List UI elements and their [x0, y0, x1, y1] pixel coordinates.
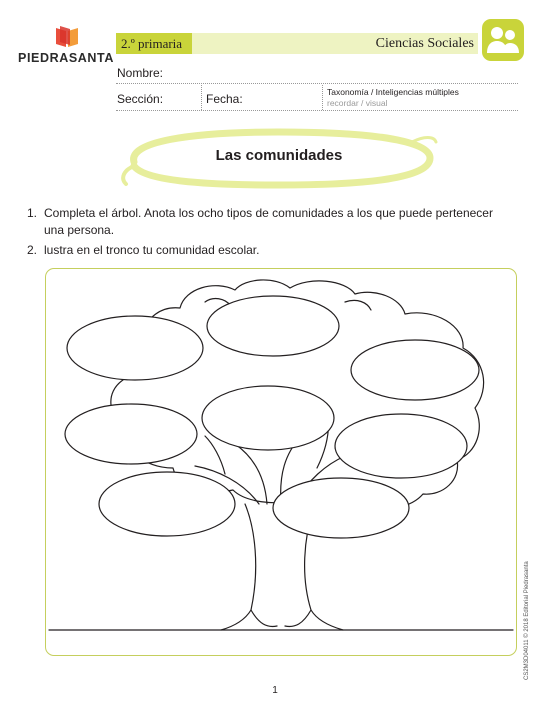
answer-oval: [351, 340, 479, 400]
instruction-number: 1.: [27, 206, 38, 220]
instruction-number: 2.: [27, 243, 38, 257]
people-icon: [482, 19, 524, 61]
instruction-text-cont: una persona.: [44, 223, 115, 237]
copyright-code: CS2M3D04011 © 2018 Editorial Piedrasanta: [524, 561, 530, 680]
instruction-text: Completa el árbol. Anota los ocho tipos de comunidades a los que puede pertenecer: [44, 206, 493, 220]
answer-oval: [67, 316, 203, 380]
grade-subject-bar: [116, 33, 478, 54]
taxonomy-values: recordar / visual: [327, 98, 388, 108]
page-number: 1: [272, 685, 278, 696]
grade-label: 2.º primaria: [116, 33, 192, 54]
answer-oval: [65, 404, 197, 464]
brand-name: PIEDRASANTA: [18, 51, 114, 65]
instruction-text: lustra en el tronco tu comunidad escolar.: [44, 243, 260, 257]
tree-illustration: [45, 268, 517, 656]
answer-oval: [207, 296, 339, 356]
name-field-label: Nombre:: [117, 66, 164, 80]
book-logo-icon: [54, 26, 80, 48]
instruction-1: [27, 205, 517, 239]
subject-label: Ciencias Sociales: [375, 36, 474, 51]
answer-oval: [335, 414, 467, 478]
taxonomy-label: Taxonomía / Inteligencias múltiples: [327, 87, 459, 97]
worksheet-title: Las comunidades: [215, 147, 343, 164]
answer-oval: [202, 386, 334, 450]
section-line: [116, 110, 518, 111]
divider: [322, 85, 323, 110]
instruction-2: [27, 242, 517, 259]
divider: [201, 85, 202, 110]
date-field-label: Fecha:: [206, 92, 243, 106]
name-line: [116, 83, 518, 84]
section-field-label: Sección:: [117, 92, 164, 106]
piedrasanta-logo: [18, 26, 114, 72]
answer-oval: [273, 478, 409, 538]
answer-oval: [99, 472, 235, 536]
